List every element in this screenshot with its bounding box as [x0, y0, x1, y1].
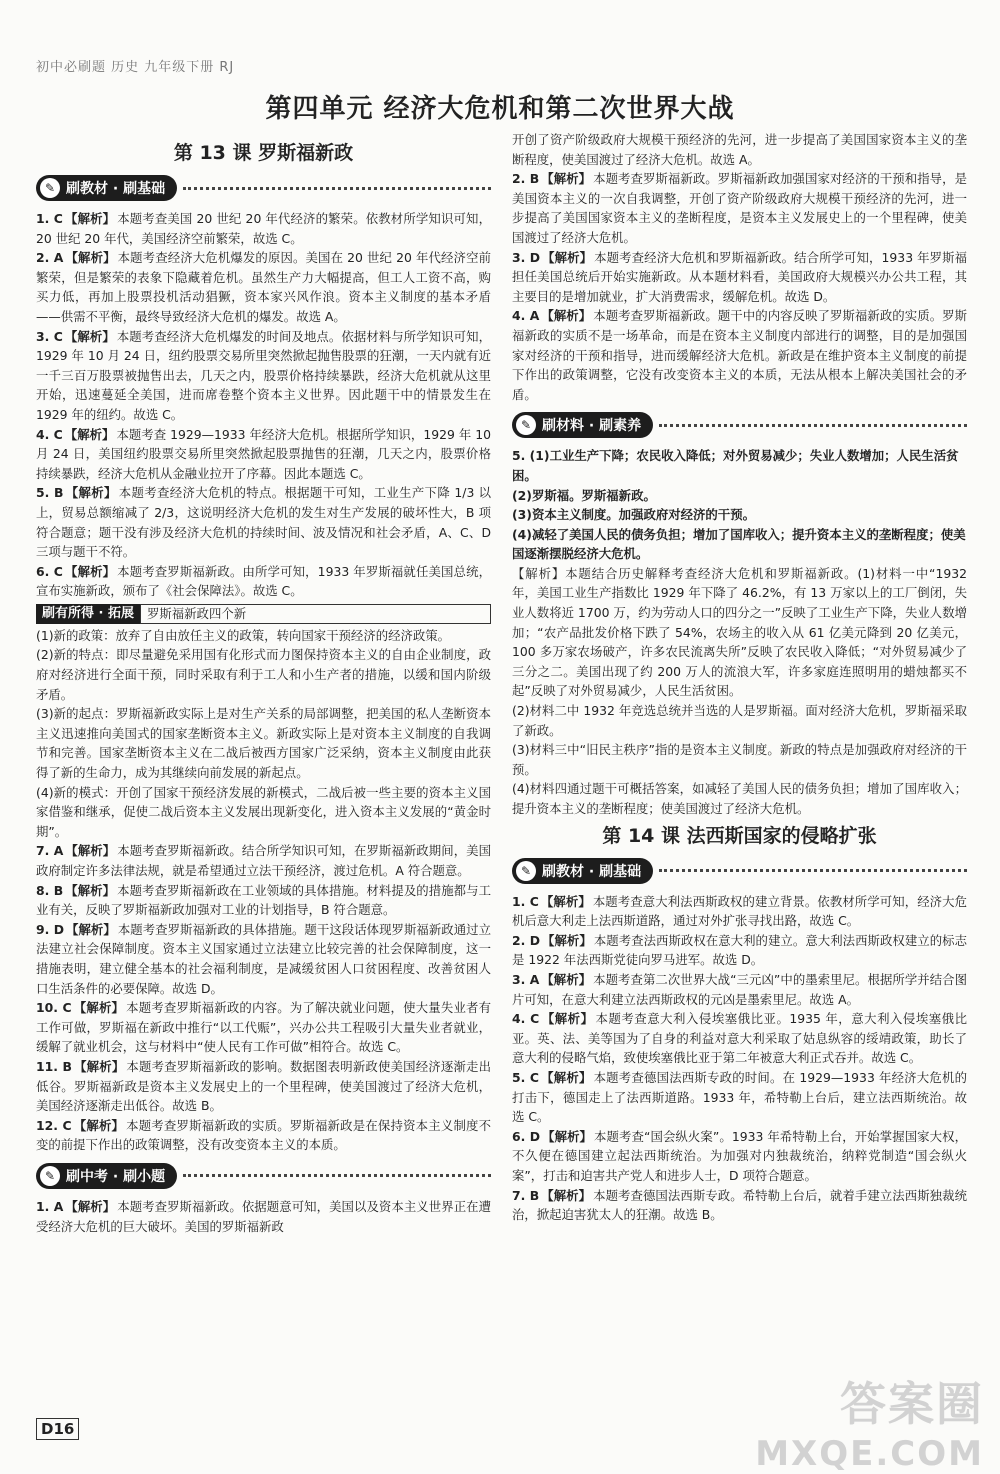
analysis-tag: 【解析】	[541, 171, 592, 187]
watermark-text: 答案圈	[840, 1377, 984, 1431]
answer-list	[36, 841, 491, 1155]
analysis-tag: 【解析】	[541, 1187, 592, 1203]
left-column	[36, 136, 491, 1236]
extension-paragraph: (1)新的政策：放弃了自由放任主义的政策，转向国家干预经济的经济政策。	[36, 627, 451, 643]
continued-text: 开创了资产阶级政府大规模干预经济的先河，进一步提高了美国国家资本主义的垄断程度，使美国渡过了经济大危机。故选 A。	[512, 132, 967, 167]
section-banner-textbook-2	[512, 856, 967, 886]
answer-list	[512, 169, 967, 404]
answer-number: 3. C	[36, 328, 63, 344]
analysis-text: 本题考查意大利入侵埃塞俄比亚。1935 年，意大利入侵埃塞俄比亚。英、法、美等国为了自身的利益对意大利采取了姑息纵容的绥靖政策，助长了意大利的侵略气焰，致使埃塞俄比亚于第二年被意大利正式吞并。故选 C。	[512, 1011, 967, 1066]
right-column	[512, 130, 967, 1225]
analysis-tag: 【解析】	[65, 843, 116, 859]
analysis-text: 本题考查“国会纵火案”。1933 年希特勒上台，开始掌握国家大权，不久便在德国建立起法西斯统治。为加强对内独裁统治，纳粹党制造“国会纵火案”，打击和迫害共产党人和进步人士，D 项符合题意。	[512, 1128, 968, 1183]
extension-label: 刷有所得 · 拓展	[36, 604, 140, 624]
answer-item	[36, 1197, 491, 1236]
answer-number: 4. A	[512, 308, 540, 324]
analysis-tag: 【解析】	[65, 250, 116, 266]
book-icon: ✎	[516, 861, 536, 881]
explanation-paragraph: (2)材料二中 1932 年竞选总统并当选的人是罗斯福。面对经济大危机，罗斯福采取了新政。	[512, 703, 967, 738]
answer-number: 2. D	[512, 932, 540, 948]
answer-list	[512, 892, 967, 1225]
analysis-text: 本题考查罗斯福新政的影响。数据图表明新政使美国经济逐渐走出低谷。罗斯福新政是资本主义发展史上的一个里程碑，使美国渡过了经济大危机，美国经济逐渐走出低谷。故选 B。	[36, 1058, 492, 1114]
page-number: D16	[36, 1418, 79, 1440]
answer-item	[36, 483, 491, 561]
answer-item	[512, 248, 967, 307]
answer-item	[36, 425, 491, 484]
answer-number: 12. C	[36, 1117, 72, 1133]
answer-item	[512, 1127, 967, 1186]
analysis-tag: 【解析】	[73, 1000, 125, 1016]
extension-paragraph: (4)新的模式：开创了国家干预经济发展的新模式，二战后被一些主要的资本主义国家借鉴和继承，促使二战后资本主义发展出现新变化，进入资本主义发展的“黄金时期”。	[36, 784, 491, 839]
explanation-paragraph: (3)材料三中“旧民主秩序”指的是资本主义制度。新政的特点是加强政府对经济的干预。	[512, 742, 967, 777]
explanation-paragraphs	[512, 564, 967, 819]
lesson-13-title: 第 13 课 罗斯福新政	[173, 142, 354, 164]
answer-item	[512, 1009, 967, 1068]
extension-box	[36, 604, 491, 624]
answer-number: 1. C	[36, 211, 63, 226]
answer-number: 4. C	[512, 1011, 540, 1027]
book-icon: ✎	[40, 178, 60, 198]
answer-number: 2. B	[512, 171, 540, 187]
analysis-text: 本题考查经济大危机爆发的时间及地点。依据材料与所学知识可知，1929 年 10 月 24 日，纽约股票交易所里突然掀起抛售股票的狂潮，一天内就有近一千三百万股票被抛售出去，几天之内，股票价格持续暴跌，经济大危机就从这里开始，迅速蔓延全美国，进而席卷整个资本主义世界。因此题干中的情景发生在 1929 年的纽约。故选 C。	[36, 328, 492, 422]
analysis-tag: 【解析】	[73, 1117, 125, 1133]
analysis-tag: 【解析】	[64, 563, 116, 579]
answer-number: 1. A	[36, 1198, 64, 1214]
answer-line: (2)罗斯福。罗斯福新政。	[512, 487, 656, 503]
analysis-text: 本题考查第二次世界大战“三元凶”中的墨索里尼。根据所学并结合图片可知，在意大利建立法西斯政权的元凶是墨索里尼。故选 A。	[512, 971, 968, 1007]
extension-paragraph: (2)新的特点：即尽量避免采用国有化形式而力图保持资本主义的自由企业制度，政府对经济进行全面干预，同时采取有利于工人和小生产者的措施，以缓和国内阶级矛盾。	[36, 647, 491, 702]
watermark-logo	[755, 1368, 984, 1474]
analysis-tag: 【解析】	[65, 1198, 116, 1214]
analysis-text: 本题考查法西斯政权在意大利的建立。意大利法西斯政权建立的标志是 1922 年法西斯党徒向罗马进军。故选 D。	[512, 932, 968, 968]
answer-item	[36, 209, 491, 248]
answer-line: (4)减轻了美国人民的债务负担；增加了国库收入；提升资本主义的垄断程度；使美国逐渐摆脱经济大危机。	[512, 526, 966, 562]
answer-number: 6. D	[512, 1128, 541, 1144]
analysis-text: 本题考查罗斯福新政在工业领域的具体措施。材料提及的措施都与工业有关，反映了罗斯福新政加强对工业的计划指导，B 符合题意。	[36, 882, 492, 918]
answer-number: 6. C	[36, 563, 63, 579]
analysis-tag: 【解析】	[541, 308, 592, 324]
analysis-tag: 【解析】	[65, 485, 117, 501]
answer-item	[512, 931, 967, 970]
watermark-url: MXQE.COM	[755, 1434, 984, 1474]
analysis-tag: 【解析】	[73, 1058, 125, 1074]
analysis-tag: 【解析】	[64, 328, 115, 344]
answer-number: 11. B	[36, 1058, 72, 1074]
analysis-tag: 【解析】	[542, 249, 593, 265]
analysis-tag: 【解析】	[542, 1128, 593, 1144]
book-icon: ✎	[40, 1166, 60, 1186]
answer-item	[36, 998, 491, 1057]
answer-number: 3. A	[512, 971, 540, 987]
explanation-paragraph: 【解析】本题结合历史解释考查经济大危机和罗斯福新政。(1)材料一中“1932 年，美国工业生产指数比 1929 年下降了 46.2%，有 13 万家以上的工厂倒闭，失业人数将近 1700 万，约为劳动人口的四分之一”反映了工业生产下降，失业人数增加；“农产品批发价格下跌了 54%，农场主的收入从 61 亿美元降到 20 亿美元，100 多万家农场破产，许多农民流离失所”反映了农民收入降低；“对外贸易减少了三分之二。美国出现了约 200 万人的流浪大军，许多家庭连照明用的蜡烛都买不起”反映了对外贸易减少，人民生活贫困。	[512, 565, 967, 699]
analysis-tag: 【解析】	[541, 1011, 594, 1027]
lesson-14-title: 第 14 课 法西斯国家的侵略扩张	[602, 824, 877, 847]
book-icon: ✎	[516, 415, 536, 435]
analysis-text: 本题考查罗斯福新政。由所学可知，1933 年罗斯福就任美国总统，宣布实施新政，颁布了《社会保障法》。故选 C。	[36, 563, 491, 599]
analysis-tag: 【解析】	[541, 971, 592, 987]
analysis-tag: 【解析】	[65, 921, 116, 937]
analysis-tag: 【解析】	[64, 426, 115, 442]
answer-item	[36, 841, 491, 880]
section-banner-material	[512, 410, 967, 440]
answer-number: 7. A	[36, 843, 64, 859]
banner-badge: ✎ 刷教材 · 刷基础	[512, 858, 653, 884]
answer-item	[36, 920, 491, 998]
analysis-text: 本题考查罗斯福新政。结合所学知识可知，在罗斯福新政期间，美国政府制定许多法律法规，就是希望通过立法干预经济，渡过危机。A 符合题意。	[36, 843, 492, 878]
answer-line: 5. (1)工业生产下降；农民收入降低；对外贸易减少；失业人数增加；人民生活贫困。	[512, 448, 959, 483]
analysis-text: 本题考查罗斯福新政。罗斯福新政加强国家对经济的干预和指导，是美国资本主义的一次自我调整，开创了资产阶级政府大规模干预经济的先河，进一步提高了美国国家资本主义的垄断程度，是资本主义发展史上的一个里程碑，使美国渡过了经济大危机。	[512, 171, 968, 245]
answer-number: 4. C	[36, 426, 63, 442]
answer-item	[512, 1068, 967, 1127]
analysis-text: 本题考查意大利法西斯政权的建立背景。依教材所学可知，经济大危机后意大利走上法西斯道路，通过对外扩张寻找出路，故选 C。	[512, 893, 968, 929]
answer-number: 3. D	[512, 249, 541, 265]
answer-number: 5. C	[512, 1069, 539, 1085]
answer-item	[36, 327, 491, 425]
answer-item	[36, 562, 491, 601]
analysis-text: 本题考查德国法西斯专政的时间。在 1929—1933 年经济大危机的打击下，德国走上了法西斯道路。1933 年，希特勒上台后，建立法西斯统治。故选 C。	[512, 1069, 967, 1125]
answer-number: 2. A	[36, 250, 64, 266]
answer-item	[36, 881, 491, 920]
extension-topic: 罗斯福新政四个新	[140, 604, 491, 624]
analysis-text: 本题考查经济大危机和罗斯福新政。结合所学可知，1933 年罗斯福担任美国总统后开始实施新政。从本题材料看，美国政府大规模兴办公共工程，其主要目的是增加就业，扩大消费需求，缓解危机。故选 D。	[512, 249, 967, 304]
answer-item	[512, 169, 967, 247]
answer-number: 8. B	[36, 882, 64, 898]
analysis-text: 本题考查德国法西斯专政。希特勒上台后，就着手建立法西斯独裁统治，掀起迫害犹太人的狂潮。故选 B。	[512, 1187, 968, 1223]
banner-badge: ✎ 刷材料 · 刷素养	[512, 412, 653, 438]
analysis-tag: 【解析】	[540, 893, 591, 909]
answer-number: 5. B	[36, 485, 64, 501]
answer-item	[512, 306, 967, 404]
answer-item	[512, 892, 967, 931]
answer-list	[36, 209, 491, 601]
analysis-text: 本题考查罗斯福新政的实质。罗斯福新政是在保持资本主义制度不变的前提下作出的政策调整，没有改变资本主义的本质。	[36, 1117, 492, 1153]
dotted-divider	[659, 869, 967, 872]
answer-item	[36, 1116, 491, 1155]
dotted-divider	[183, 1174, 491, 1177]
analysis-text: 本题考查美国 20 世纪 20 年代经济的繁荣。依教材所学知识可知，20 世纪 20 年代，美国经济空前繁荣，故选 C。	[36, 211, 491, 246]
bold-answers	[512, 446, 967, 564]
analysis-text: 本题考查罗斯福新政。题干中的内容反映了罗斯福新政的实质。罗斯福新政的实质不是一场革命，而是在资本主义制度内部进行的调整，目的是加强国家对经济的干预和指导，进而缓解经济大危机。新政是在维护资本主义制度的前提下作出的政策调整，它没有改变资本主义的本质，无法从根本上解决美国社会的矛盾。	[512, 308, 968, 402]
analysis-tag: 【解析】	[65, 882, 116, 898]
answer-number: 10. C	[36, 1000, 72, 1016]
extension-paragraphs	[36, 626, 491, 842]
dotted-divider	[659, 424, 967, 427]
explanation-paragraph: (4)材料四通过题干可概括答案，如减轻了美国人民的债务负担；增加了国库收入；提升资本主义的垄断程度；使美国渡过了经济大危机。	[512, 781, 967, 816]
section-banner-textbook	[36, 173, 491, 203]
answer-number: 9. D	[36, 921, 64, 937]
analysis-text: 本题考查罗斯福新政的内容。为了解决就业问题，使大量失业者有工作可做，罗斯福在新政中推行“以工代赈”，兴办公共工程吸引大量失业者就业，缓解了就业机会，这与材料中“使人民有工作可做”相符合。故选 C。	[36, 1000, 492, 1055]
banner-badge: ✎ 刷中考 · 刷小题	[36, 1163, 177, 1189]
answer-list	[36, 1197, 491, 1236]
analysis-tag: 【解析】	[64, 211, 116, 226]
banner-badge: ✎ 刷教材 · 刷基础	[36, 175, 177, 201]
answer-item	[512, 1186, 967, 1225]
section-banner-exam	[36, 1161, 491, 1191]
answer-number: 1. C	[512, 893, 539, 909]
unit-title: 第四单元 经济大危机和第二次世界大战	[265, 94, 735, 124]
book-header: 初中必刷题 历史 九年级下册 RJ	[36, 60, 235, 75]
analysis-text: 本题考查 1929—1933 年经济大危机。根据所学知识，1929 年 10 月 24 日，美国纽约股票交易所里突然掀起股票抛售的狂潮，几天之内，股票价格持续暴跌，经济大危机从金融业拉开了序幕。因此本题选 C。	[36, 426, 491, 481]
answer-item	[36, 1057, 491, 1116]
analysis-text: 本题考查经济大危机爆发的原因。美国在 20 世纪 20 年代经济空前繁荣，但是繁荣的表象下隐藏着危机。虽然生产力大幅提高，但工人工资不高，购买力低，再加上股票投机活动猖獗，资本家兴风作浪。资本主义制度的基本矛盾——供需不平衡，最终导致经济大危机的爆发。故选 A。	[36, 250, 492, 324]
answer-number: 7. B	[512, 1187, 540, 1203]
answer-line: (3)资本主义制度。加强政府对经济的干预。	[512, 507, 755, 523]
analysis-text: 本题考查经济大危机的特点。根据题干可知，工业生产下降 1/3 以上，贸易总额缩减了 2/3，这说明经济大危机的发生对生产发展的破坏性大，B 项符合题意；题干没有涉及经济大危机的持续时间、波及情况和社会矛盾，A、C、D 三项与题干不符。	[36, 485, 492, 560]
answer-item	[36, 248, 491, 326]
analysis-text: 本题考查罗斯福新政。依据题意可知，美国以及资本主义世界正在遭受经济大危机的巨大破坏。美国的罗斯福新政	[36, 1198, 492, 1234]
analysis-text: 本题考查罗斯福新政的具体措施。题干这段话体现罗斯福新政通过立法建立社会保障制度。资本主义国家通过立法建立比较完善的社会保障制度，这一措施表明，建立健全基本的社会福利制度，是减缓贫困人口贫困程度、改善贫困人口生活条件的必要保障。故选 D。	[36, 921, 492, 996]
analysis-tag: 【解析】	[541, 932, 592, 948]
dotted-divider	[183, 187, 491, 190]
extension-paragraph: (3)新的起点：罗斯福新政实际上是对生产关系的局部调整，把美国的私人垄断资本主义迅速推向美国式的国家垄断资本主义。新政实际上是对资本主义制度的自我调节和完善。国家垄断资本主义在二战后被西方国家广泛采纳，资本主义制度由此获得了新的生命力，成为其继续向前发展的新起点。	[36, 706, 491, 781]
analysis-tag: 【解析】	[540, 1069, 592, 1085]
answer-item	[512, 970, 967, 1009]
